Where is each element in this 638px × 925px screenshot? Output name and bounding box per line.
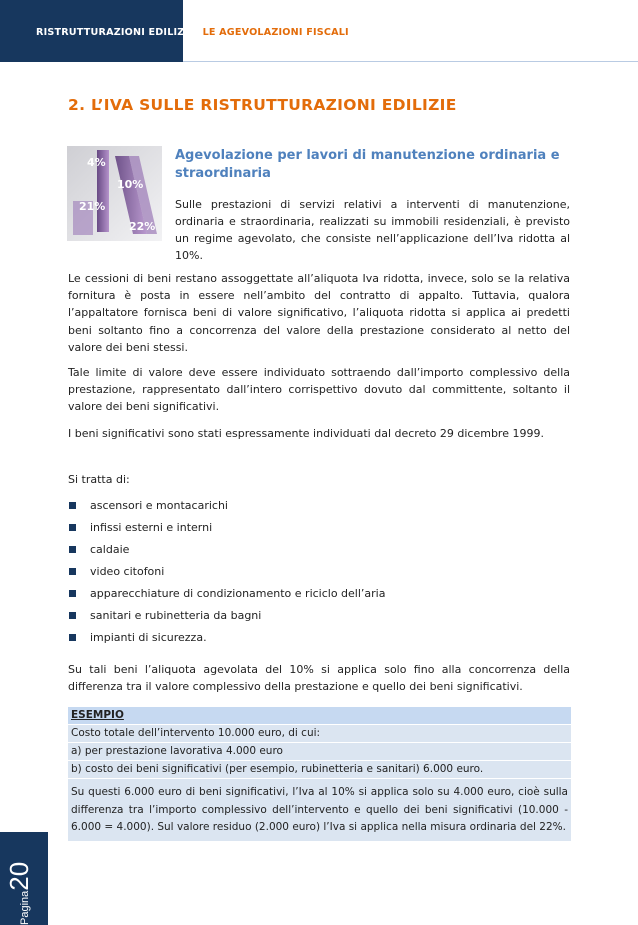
- list-item: [68, 609, 385, 631]
- list-item: [68, 565, 385, 587]
- page-number: 20: [4, 861, 34, 891]
- example-title: ESEMPIO: [68, 707, 571, 725]
- list-item-text: infissi esterni e interni: [90, 521, 213, 534]
- percent-label: 21%: [79, 200, 106, 213]
- example-box: [68, 707, 571, 841]
- percent-label: 10%: [117, 178, 144, 191]
- bullet-icon: [69, 634, 76, 641]
- example-row: b) costo dei beni significativi (per esempio, rubinetteria e sanitari) 6.000 euro.: [68, 761, 571, 779]
- bullet-icon: [69, 546, 76, 553]
- percent-label: 4%: [87, 156, 106, 169]
- list-item: [68, 543, 385, 565]
- header-rule: [183, 61, 638, 62]
- list-item-text: sanitari e rubinetteria da bagni: [90, 609, 262, 622]
- paragraph: I beni significativi sono stati espressamente individuati dal decreto 29 dicembre 1999.: [68, 427, 544, 440]
- list-item: [68, 499, 385, 521]
- paragraph: Su tali beni l’aliquota agevolata del 10% si applica solo fino alla concorrenza della differenza tra il valore complessivo della prestazione e quello dei beni significativi.: [68, 663, 570, 694]
- section-title: 2. L’IVA SULLE RISTRUTTURAZIONI EDILIZIE: [68, 96, 457, 114]
- list-item: [68, 587, 385, 609]
- list-item: [68, 631, 385, 653]
- bullet-icon: [69, 568, 76, 575]
- list-item-text: ascensori e montacarichi: [90, 499, 228, 512]
- header-subtitle: LE AGEVOLAZIONI FISCALI: [202, 27, 349, 38]
- bullet-icon: [69, 590, 76, 597]
- page-label: [4, 862, 35, 925]
- running-header: [36, 27, 349, 38]
- bullet-icon: [69, 612, 76, 619]
- list-item-text: caldaie: [90, 543, 130, 556]
- example-row: Costo totale dell’intervento 10.000 euro, di cui:: [68, 725, 571, 743]
- box-heading: Agevolazione per lavori di manutenzione ordinaria e straordinaria: [175, 148, 560, 181]
- box-paragraph: Sulle prestazioni di servizi relativi a interventi di manutenzione, ordinaria e straordinaria, realizzati su immobili residenziali, è previsto un regime agevolato, che consiste nell’applicazione dell’Iva ridotta al 10%.: [175, 198, 570, 262]
- list-item-text: apparecchiature di condizionamento e riciclo dell’aria: [90, 587, 386, 600]
- paragraph: Si tratta di:: [68, 473, 130, 486]
- list-item: [68, 521, 385, 543]
- list-item-text: video citofoni: [90, 565, 165, 578]
- paragraph: Tale limite di valore deve essere individuato sottraendo dall’importo complessivo della prestazione, rappresentato dall’intero corrispettivo dovuto dal committente, soltanto il valore dei beni significativi.: [68, 366, 570, 414]
- bullet-list: [68, 499, 385, 653]
- list-item-text: impianti di sicurezza.: [90, 631, 207, 644]
- paragraph: Le cessioni di beni restano assoggettate all’aliquota Iva ridotta, invece, solo se la relativa fornitura è posta in essere nell’ambito del contratto di appalto. Tuttavia, qualora l’appaltatore fornisca beni di valore significativo, l’aliquota ridotta si applica ai predetti beni soltanto fino a concorrenza del valore della prestazione considerato al netto del valore dei beni stessi.: [68, 272, 570, 354]
- iva-image: [67, 146, 162, 241]
- example-row: a) per prestazione lavorativa 4.000 euro: [68, 743, 571, 761]
- bullet-icon: [69, 524, 76, 531]
- example-text: Su questi 6.000 euro di beni significativi, l’Iva al 10% si applica solo su 4.000 euro, cioè sulla differenza tra l’importo complessivo dell’intervento e quello dei beni significativi (10.000 - 6.000 = 4.000). Sul valore residuo (2.000 euro) l’Iva si applica nella misura ordinaria del 22%.: [71, 786, 568, 833]
- bullet-icon: [69, 502, 76, 509]
- percent-label: 22%: [129, 220, 156, 233]
- page-word: Pagina: [19, 890, 31, 925]
- header-title: RISTRUTTURAZIONI EDILIZIE:: [36, 27, 200, 38]
